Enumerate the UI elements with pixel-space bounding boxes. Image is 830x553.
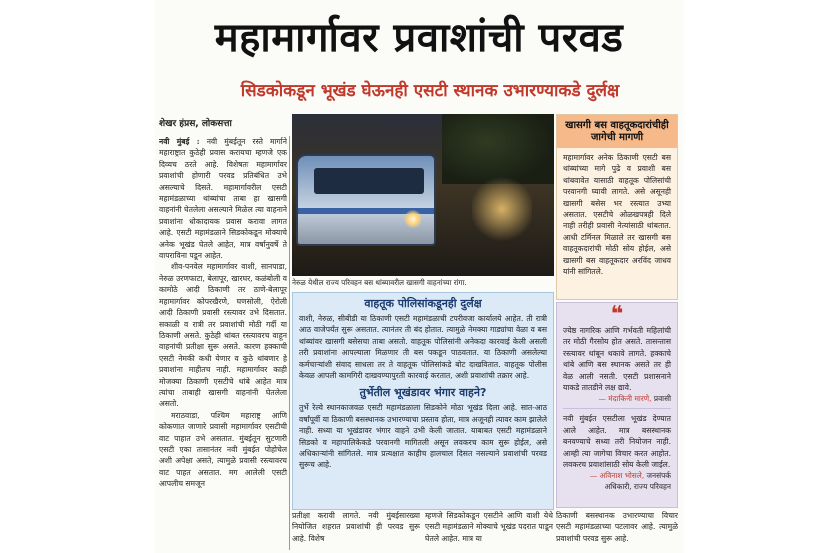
photo-caption: नेरुळ येथील राज्य परिवहन बस थांब्यावरील खासगी वाहनांच्या रांगा.	[292, 278, 467, 287]
dateline: नवी मुंबई :	[159, 137, 200, 146]
quote-author-2: — अविनाश भोसले, जनसंपर्क अधिकारी, राज्य परिवहन	[589, 471, 671, 492]
bottom-column-2: प्रतीक्षा करावी लागते. नवी मुंबईसारख्या नियोजित शहरात प्रवाशांची ही परवड सुरू आहे. विशेष	[292, 511, 420, 543]
photo-streetlight	[472, 174, 532, 244]
quote-mark-icon: ❝	[610, 302, 624, 327]
feature-body-2: तुर्भे रेल्वे स्थानकाजवळ एसटी महामंडळाला सिडकोने मोठा भूखंड दिला आहे. सात-आठ वर्षांपूर्वी या ठिकाणी बसस्थानक उभारण्याचा प्रस्ताव होता, मात्र अजूनही त्यावर काम झालेले नाही. सध्या या भूखंडावर भंगार वाहने उभी केली जातात. याबाबत एसटी महामंडळाने सिडको व महापालिकेकडे परवानगी मागितली असून लवकरच काम सुरू होईल, असे अधिकाऱ्यांनी सांगितले. मात्र प्रत्यक्षात काहीच हालचाल दिसत नसल्याने प्रवाशांची परवड सुरूच आहे.	[299, 403, 547, 470]
paragraph-2: शीव-पनवेल महामार्गावर वाशी, सानपाडा, नेरुळ उरणफाटा, बेलापूर, खारघर, कळंबोली व कामोठे आदी ठिकाणी तर ठाणे-बेलापूर महामार्गावर कोपरखैरणे, घणसोली, ऐरोली आदी ठिकाणी प्रवासी रस्त्यावर उभे दिसतात. सकाळी व रात्री तर प्रवाशांची मोठी गर्दी या ठिकाणी असते. कुठेही थांबत रस्त्यावरच वाहून वाहनांची प्रतीक्षा सुरू असते. कारण हक्काची एसटी नेमकी कधी येणार व कुठे थांबणार हे प्रवाशांना माहीतच नाही. महामार्गावर काही मोजक्या ठिकाणी एसटीचे थांबे आहेत मात्र त्यांचा ताबाही खासगी वाहनांनी घेतलेला असतो.	[159, 262, 287, 409]
paragraph-1: नवी मुंबईतून रस्ते मार्गाने महाराष्ट्रात कुठेही प्रवास करायचा म्हणजे एक दिव्यच ठरते आहे. विशेषतः महामार्गावर प्रवाशांची होणारी परवड प्रतिबंधित उभे असल्याचे दिसते. महामार्गावरील एसटी महामंडळाच्या थांब्यांचा ताबा हा खासगी वाहनांनी घेतलेला असल्याने मिळेल त्या वाहनाने प्रवाशांना धोकादायक प्रवास करावा लागत आहे. एसटी महामंडळाने सिडकोकडून मोक्याचे अनेक भूखंड घेतले आहेत, मात्र वर्षानुवर्षे ते वापराविना पडून आहेत.	[159, 137, 287, 261]
article-byline: शेखर हंप्रस, लोकसत्ता	[159, 119, 232, 129]
photo-headlight	[404, 210, 422, 228]
article-headline: महामार्गावर प्रवाशांची परवड	[214, 15, 624, 61]
column-divider	[289, 136, 290, 550]
feature-title-1: वाहतूक पोलिसांकडूनही दुर्लक्ष	[364, 297, 482, 310]
quote-author-1: — मंदाकिनी मारणे, प्रवासी	[598, 394, 671, 404]
bottom-column-4: ठिकाणी बसस्थानक उभारण्याचा विचार एसटी महामंडळाच्या पटलावर आहे. त्यामुळे प्रवाशांची परवड सुरू आहे.	[556, 511, 678, 543]
paragraph-3: मराठवाडा, पश्चिम महाराष्ट्र आणि कोकणात जाणारे प्रवासी महामार्गावर एसटीची वाट पाहात उभे असतात. मुंबईतून सुटणारी एसटी एका तासानंतर नवी मुंबईत पोहोचेल अशी अपेक्षा असते, त्यामुळे प्रवासी रस्त्यावरच वाट पाहत असतात. मग आलेली एसटी आपलीच समजून	[159, 410, 287, 489]
quote-text-1: ज्येष्ठ नागरिक आणि गर्भवती महिलांची तर मोठी गैरसोय होत असते. तासन्तास रस्त्यावर थांबून थकावे लागते. हक्काचे थांबे आणि बस स्थानक असते तर ही वेळ आली नसती. एसटी प्रशासनाने याकडे तातडीने लक्ष द्यावे.	[563, 326, 671, 393]
article-subheadline: सिडकोकडून भूखंड घेऊनही एसटी स्थानक उभारण्याकडे दुर्लक्ष	[240, 81, 620, 101]
feature-body-1: वाशी, नेरुळ, सीबीडी या ठिकाणी एसटी महामंडळाची टपरीवजा कार्यालये आहेत. ती रात्री आठ वाजेपर्यंत सुरू असतात. त्यानंतर ती बंद होतात. त्यामुळे नेमक्या गाड्यांचा वेळा व बस थांब्यांवर खासगी बसेसचा ताबा असतो. वाहतूक पोलिसांनी अनेकदा कारवाई केली असली तरी प्रवाशांना आपल्याला मिळणार ती बस पकडून पाठवतात. या ठिकाणी असलेल्या कर्मचाऱ्यांशी संवाद साधला तर ते वाहतूक पोलिसांकडे बोट दाखवितात. वाहतूक पोलीस केवळ आपली कामगिरी दाखवण्यापुरती कारवाई करतात, अशी प्रवाशांची तक्रार आहे.	[299, 314, 547, 381]
newspaper-page	[155, 0, 683, 553]
photo-bus	[296, 154, 436, 246]
sidebar-box	[556, 114, 678, 300]
quote-box	[556, 302, 678, 508]
sidebar-body: महामार्गावर अनेक ठिकाणी एसटी बस थांब्यांच्या मागे पुढे व प्रवाशी बस थांबवावेत यासाठी वाहतूक पोलिसांची परवानगी घ्यावी लागते. असे असूनही खासगी बसेस भर रस्त्यात उभ्या असतात. एसटीचे ओळखपत्रही दिले नाही तरीही प्रवासी नेत्यांसाठी थांबतात. आधी टर्मिनल मिळाले तर खासगी बस वाहतूकदारांची मोठी सोय होईल, असे खासगी बस वाहतूकदार अरविंद जाधव यांनी सांगितले.	[563, 153, 671, 277]
feature-box	[292, 292, 554, 510]
feature-title-2: तुर्भेतील भूखंडावर भंगार वाहने?	[359, 386, 487, 400]
quote-text-2: नवी मुंबईत एसटीला भूखंड देण्यात आले आहेत. मात्र बसस्थानक बनवण्याचे सध्या तरी नियोजन नाही. आम्ही त्या जागेचा विचार करत आहोत. लवकरच प्रवाशांसाठी सोय केली जाईल.	[563, 414, 671, 470]
article-column-1	[159, 136, 287, 550]
bottom-column-3: म्हणजे सिडकोकडून एसटीने आणि वाशी येथे एसटी महामंडळाने मोक्याचे भूखंड पदरात पाडून घेतले आहेत. मात्र या	[425, 511, 553, 543]
news-photo	[292, 114, 554, 276]
sidebar-title: खासगी बस वाहतूकदारांचीही जागेची मागणी	[557, 115, 677, 148]
